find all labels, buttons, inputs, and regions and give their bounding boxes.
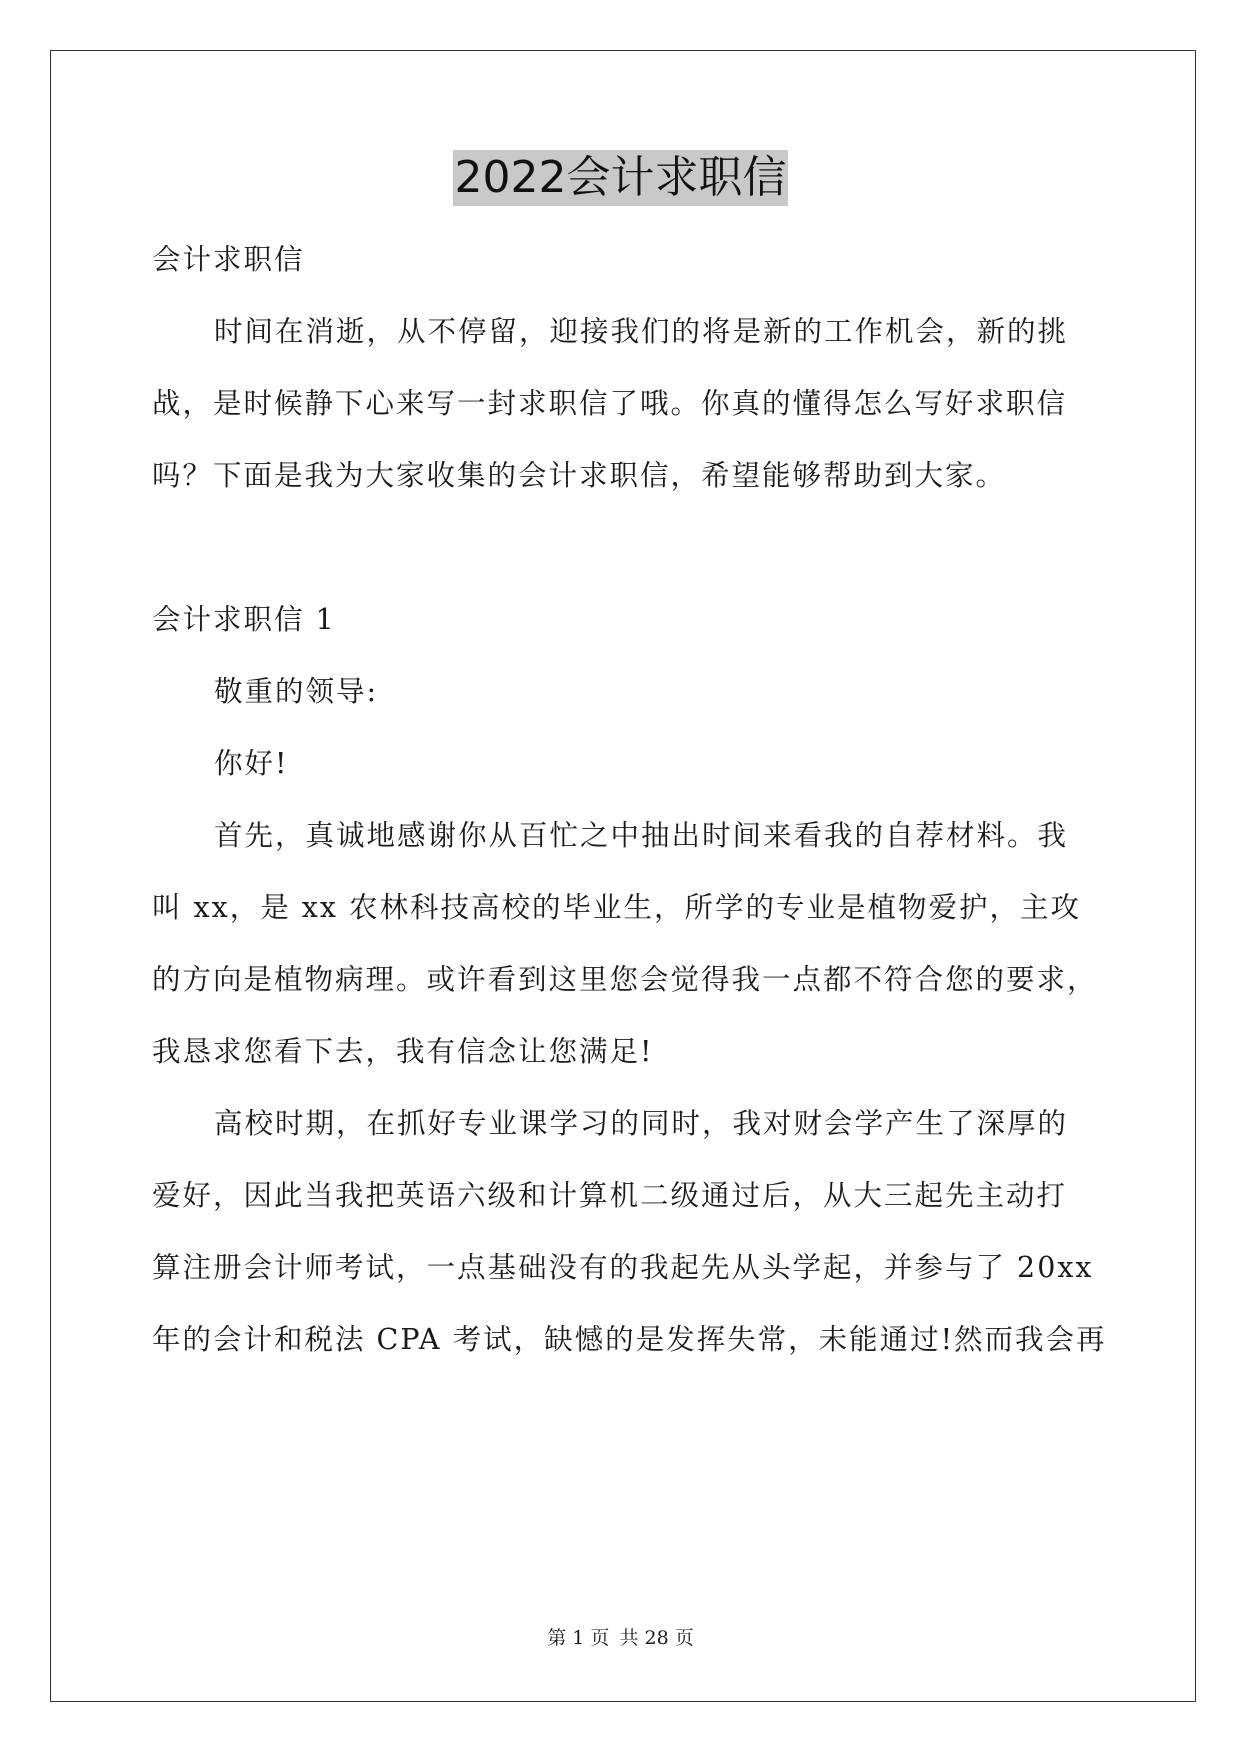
- paragraph-line: 首先，真诚地感谢你从百忙之中抽出时间来看我的自荐材料。我: [214, 819, 1069, 852]
- page-border: [50, 50, 1196, 1702]
- section-heading: 会计求职信 1: [152, 603, 336, 636]
- page-total: 共 28 页: [619, 1627, 694, 1649]
- paragraph-line: 算注册会计师考试，一点基础没有的我起先从头学起，并参与了 20xx: [152, 1251, 1094, 1284]
- paragraph-line: 吗？下面是我为大家收集的会计求职信，希望能够帮助到大家。: [152, 459, 1007, 492]
- paragraph-line: 年的会计和税法 CPA 考试，缺憾的是发挥失常，未能通过!然而我会再: [152, 1323, 1107, 1356]
- paragraph-line: 的方向是植物病理。或许看到这里您会觉得我一点都不符合您的要求，: [152, 963, 1098, 996]
- paragraph-line: 我恳求您看下去，我有信念让您满足!: [152, 1035, 654, 1068]
- document-title: 2022会计求职信: [453, 150, 789, 206]
- paragraph-line: 爱好，因此当我把英语六级和计算机二级通过后，从大三起先主动打: [152, 1179, 1068, 1212]
- paragraph-line: 叫 xx，是 xx 农林科技高校的毕业生，所学的专业是植物爱护，主攻: [152, 891, 1081, 924]
- paragraph-line: 战，是时候静下心来写一封求职信了哦。你真的懂得怎么写好求职信: [152, 387, 1068, 420]
- page-number: 第 1 页: [547, 1627, 610, 1649]
- greeting: 你好!: [214, 747, 289, 780]
- paragraph-line: 高校时期，在抓好专业课学习的同时，我对财会学产生了深厚的: [214, 1107, 1069, 1140]
- title-container: [0, 150, 1241, 206]
- paragraph-line: 时间在消逝，从不停留，迎接我们的将是新的工作机会，新的挑: [214, 315, 1069, 348]
- page-footer: [0, 1626, 1241, 1650]
- salutation: 敬重的领导:: [214, 675, 379, 708]
- section-heading: 会计求职信: [152, 243, 305, 276]
